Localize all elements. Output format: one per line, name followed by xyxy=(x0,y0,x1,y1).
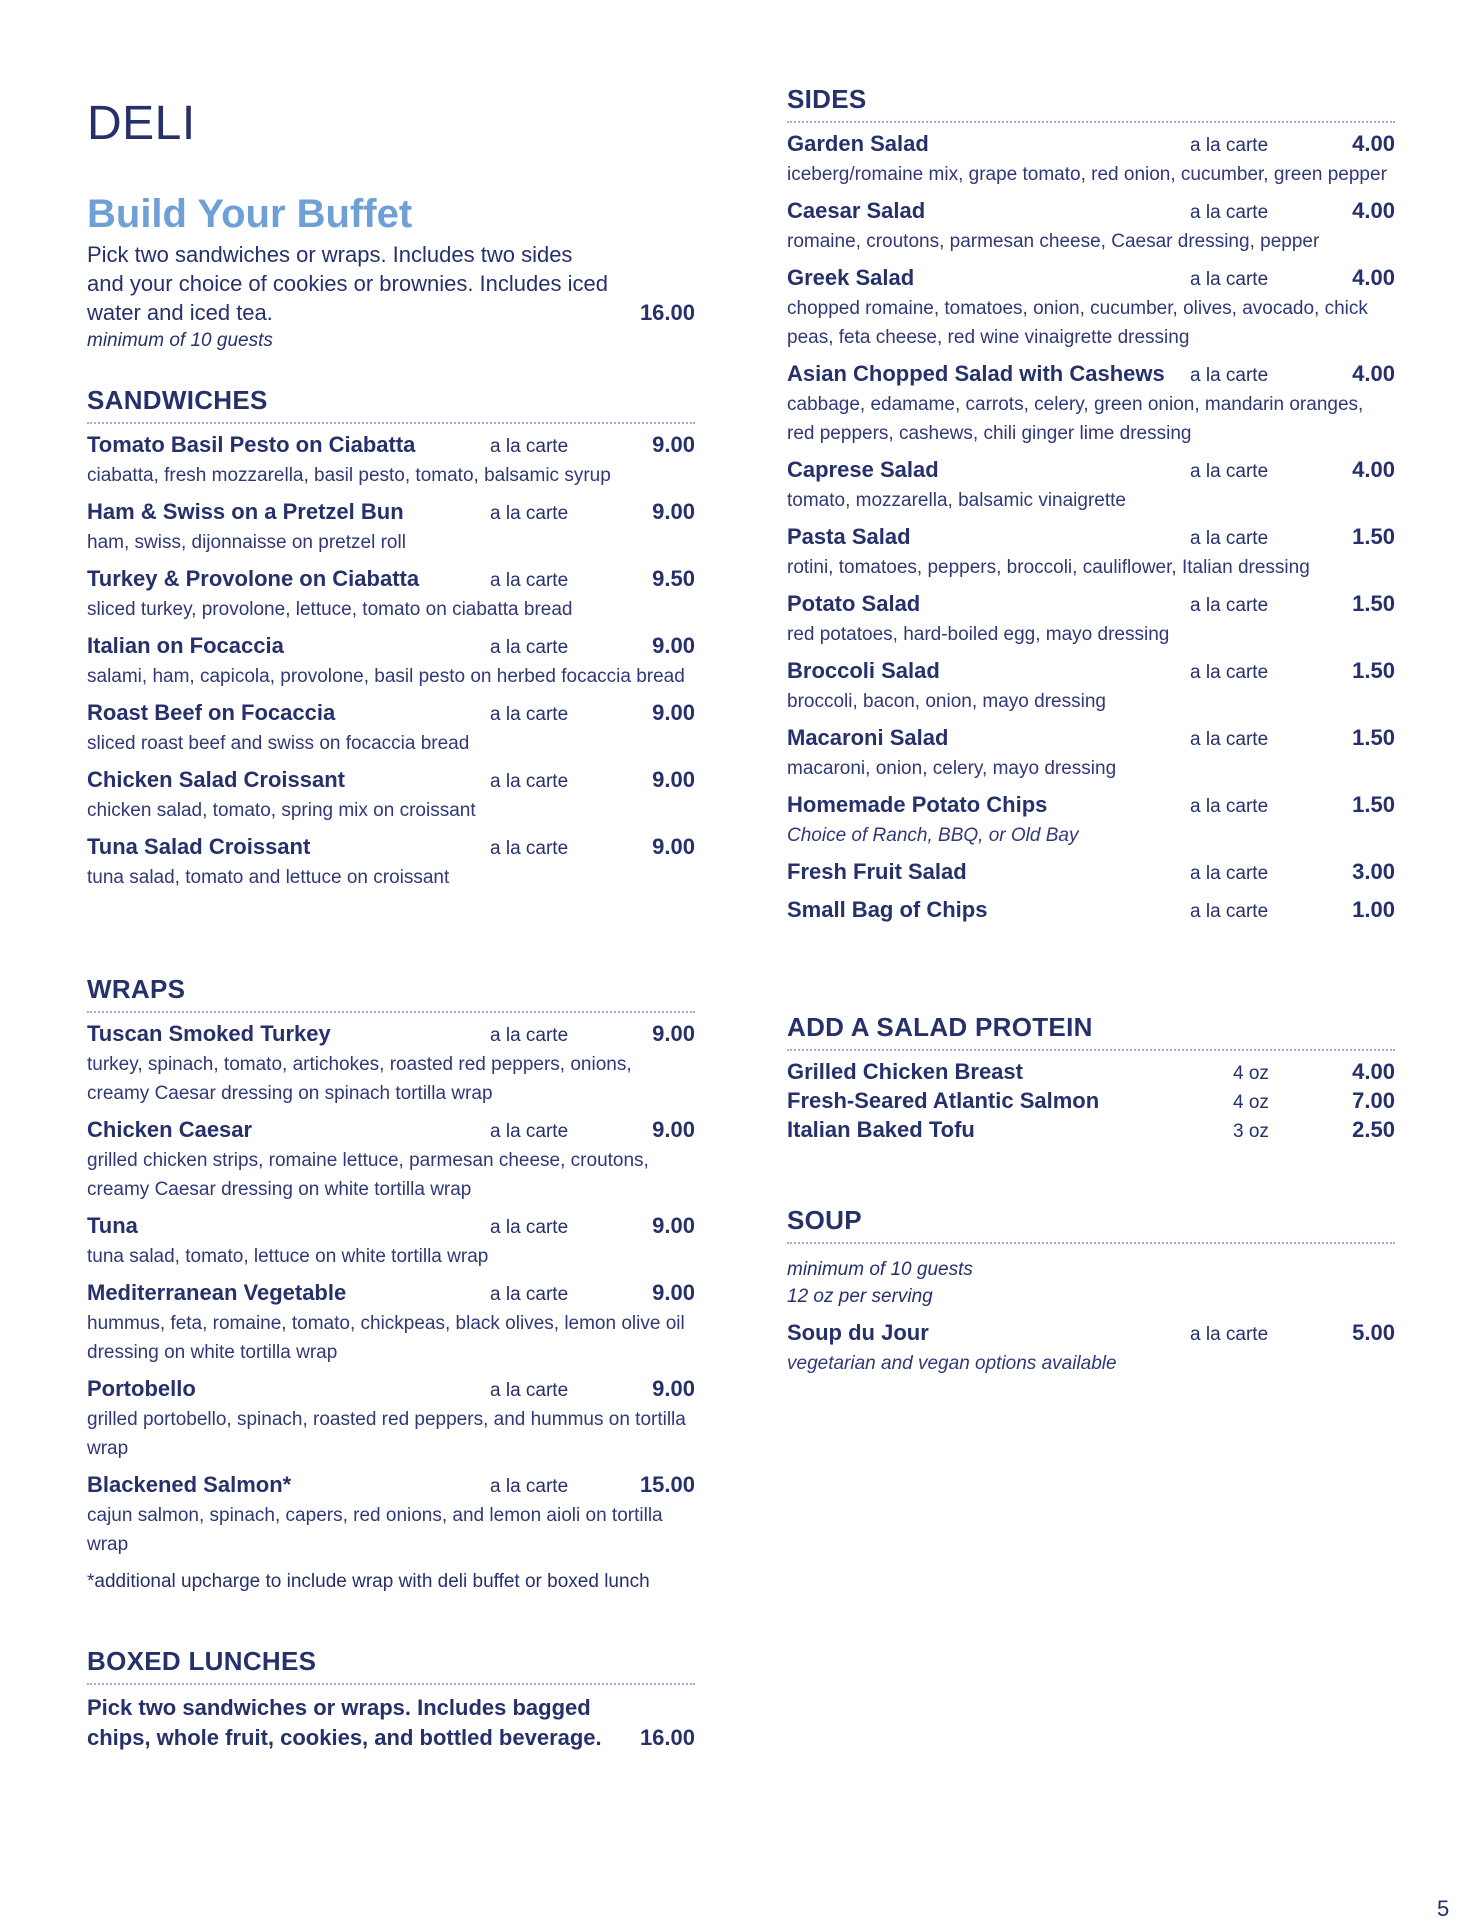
build-your-buffet xyxy=(87,190,695,354)
item-name: Pasta Salad xyxy=(787,524,911,549)
item-name: Tomato Basil Pesto on Ciabatta xyxy=(87,432,416,457)
item-price: 4.00 xyxy=(1352,1059,1395,1084)
item-description: grilled chicken strips, romaine lettuce, parmesan cheese, croutons, creamy Caesar dressing on white tortilla wrap xyxy=(87,1150,649,1200)
page-number: 5 xyxy=(1437,1896,1450,1921)
item-price: 9.00 xyxy=(652,1213,695,1238)
menu-item xyxy=(87,834,695,892)
item-tag: 4 oz xyxy=(1233,1063,1269,1084)
boxed-lunches-heading: BOXED LUNCHES xyxy=(87,1646,695,1685)
item-description: romaine, croutons, parmesan cheese, Caesar dressing, pepper xyxy=(787,231,1320,252)
item-name: Chicken Caesar xyxy=(87,1117,253,1142)
item-price: 9.00 xyxy=(652,767,695,792)
item-description: iceberg/romaine mix, grape tomato, red onion, cucumber, green pepper xyxy=(787,164,1387,185)
soup-note-minimum: minimum of 10 guests xyxy=(787,1259,973,1280)
item-price: 1.50 xyxy=(1352,658,1395,683)
item-tag: a la carte xyxy=(490,637,569,658)
menu-item xyxy=(787,859,1395,888)
boxed-price: 16.00 xyxy=(639,1725,695,1750)
item-description: turkey, spinach, tomato, artichokes, roasted red peppers, onions, creamy Caesar dressing on spinach tortilla wrap xyxy=(87,1054,632,1104)
item-name: Asian Chopped Salad with Cashews xyxy=(787,361,1165,386)
soup-section xyxy=(787,1205,1395,1387)
item-price: 15.00 xyxy=(639,1472,695,1497)
menu-item xyxy=(787,198,1395,256)
menu-item xyxy=(87,566,695,624)
wraps-footnote: *additional upcharge to include wrap with deli buffet or boxed lunch xyxy=(87,1571,650,1592)
item-tag: a la carte xyxy=(1190,1324,1269,1345)
item-name: Grilled Chicken Breast xyxy=(787,1059,1023,1084)
menu-item xyxy=(87,1213,695,1271)
item-tag: a la carte xyxy=(490,1121,569,1142)
item-description: vegetarian and vegan options available xyxy=(787,1353,1117,1374)
item-tag: a la carte xyxy=(1190,863,1269,884)
menu-item xyxy=(87,633,695,691)
item-name: Caprese Salad xyxy=(787,457,939,482)
item-name: Roast Beef on Focaccia xyxy=(87,700,336,725)
item-description: chicken salad, tomato, spring mix on croissant xyxy=(87,800,476,821)
item-description: cajun salmon, spinach, capers, red onions, and lemon aioli on tortilla wrap xyxy=(87,1505,663,1555)
sides-list xyxy=(787,131,1395,926)
item-tag: a la carte xyxy=(1190,528,1269,549)
sandwiches-heading: SANDWICHES xyxy=(87,385,695,424)
item-price: 4.00 xyxy=(1352,457,1395,482)
item-description: macaroni, onion, celery, mayo dressing xyxy=(787,758,1117,779)
protein-list xyxy=(787,1059,1395,1146)
item-description: tuna salad, tomato and lettuce on croissant xyxy=(87,867,450,888)
salad-protein-section xyxy=(787,1012,1395,1146)
item-description: ham, swiss, dijonnaisse on pretzel roll xyxy=(87,532,406,553)
item-name: Chicken Salad Croissant xyxy=(87,767,345,792)
buffet-note: minimum of 10 guests xyxy=(87,330,273,351)
wraps-heading: WRAPS xyxy=(87,974,695,1013)
menu-item xyxy=(87,1376,695,1463)
item-tag: a la carte xyxy=(1190,202,1269,223)
item-price: 1.00 xyxy=(1352,897,1395,922)
item-tag: 3 oz xyxy=(1233,1121,1269,1142)
soup-note-serving: 12 oz per serving xyxy=(787,1286,933,1307)
sandwiches-section xyxy=(87,385,695,901)
item-name: Ham & Swiss on a Pretzel Bun xyxy=(87,499,404,524)
item-description: sliced turkey, provolone, lettuce, tomato on ciabatta bread xyxy=(87,599,573,620)
item-description: red potatoes, hard-boiled egg, mayo dressing xyxy=(787,624,1170,645)
item-price: 9.00 xyxy=(652,834,695,859)
item-price: 2.50 xyxy=(1352,1117,1395,1142)
item-tag: a la carte xyxy=(490,771,569,792)
item-price: 9.00 xyxy=(652,1021,695,1046)
item-name: Soup du Jour xyxy=(787,1320,929,1345)
item-price: 7.00 xyxy=(1352,1088,1395,1113)
item-name: Small Bag of Chips xyxy=(787,897,988,922)
menu-item xyxy=(787,524,1395,582)
item-name: Broccoli Salad xyxy=(787,658,940,683)
menu-item xyxy=(87,1117,695,1204)
item-name: Garden Salad xyxy=(787,131,929,156)
buffet-description-text: Pick two sandwiches or wraps. Includes two sides and your choice of cookies or brownies. Includes iced water and iced tea. xyxy=(87,242,608,325)
item-tag: a la carte xyxy=(490,1025,569,1046)
item-tag: a la carte xyxy=(1190,662,1269,683)
menu-item xyxy=(787,658,1395,716)
menu-item xyxy=(87,432,695,490)
item-price: 1.50 xyxy=(1352,792,1395,817)
item-name: Fresh Fruit Salad xyxy=(787,859,967,884)
buffet-price: 16.00 xyxy=(639,300,695,325)
item-tag: a la carte xyxy=(490,1284,569,1305)
item-name: Portobello xyxy=(87,1376,196,1401)
item-price: 1.50 xyxy=(1352,591,1395,616)
item-description: tomato, mozzarella, balsamic vinaigrette xyxy=(787,490,1126,511)
boxed-lunches-description xyxy=(87,1693,695,1753)
menu-item xyxy=(787,457,1395,515)
item-tag: a la carte xyxy=(1190,901,1269,922)
salad-protein-heading: ADD A SALAD PROTEIN xyxy=(787,1012,1395,1051)
item-description: salami, ham, capicola, provolone, basil pesto on herbed focaccia bread xyxy=(87,666,685,687)
menu-item xyxy=(787,265,1395,352)
menu-item xyxy=(87,1472,695,1559)
item-price: 1.50 xyxy=(1352,524,1395,549)
item-tag: a la carte xyxy=(490,704,569,725)
wrap-list xyxy=(87,1021,695,1559)
item-name: Blackened Salmon* xyxy=(87,1472,292,1497)
item-price: 5.00 xyxy=(1352,1320,1395,1345)
item-tag: a la carte xyxy=(490,838,569,859)
item-price: 4.00 xyxy=(1352,198,1395,223)
item-price: 1.50 xyxy=(1352,725,1395,750)
item-price: 4.00 xyxy=(1352,265,1395,290)
item-description: ciabatta, fresh mozzarella, basil pesto, tomato, balsamic syrup xyxy=(87,465,611,486)
item-price: 9.00 xyxy=(652,432,695,457)
menu-item xyxy=(787,1059,1395,1088)
item-tag: a la carte xyxy=(1190,269,1269,290)
item-name: Mediterranean Vegetable xyxy=(87,1280,347,1305)
item-price: 3.00 xyxy=(1352,859,1395,884)
menu-item xyxy=(87,1280,695,1367)
item-price: 9.50 xyxy=(652,566,695,591)
item-name: Italian on Focaccia xyxy=(87,633,284,658)
item-name: Turkey & Provolone on Ciabatta xyxy=(87,566,420,591)
item-tag: a la carte xyxy=(1190,796,1269,817)
item-description: Choice of Ranch, BBQ, or Old Bay xyxy=(787,825,1079,846)
item-price: 9.00 xyxy=(652,1117,695,1142)
item-tag: 4 oz xyxy=(1233,1092,1269,1113)
item-tag: a la carte xyxy=(490,570,569,591)
soup-heading: SOUP xyxy=(787,1205,1395,1244)
item-tag: a la carte xyxy=(490,436,569,457)
buffet-description xyxy=(87,240,695,327)
item-name: Greek Salad xyxy=(787,265,915,290)
menu-item xyxy=(787,897,1395,926)
wraps-section xyxy=(87,974,695,1595)
item-description: rotini, tomatoes, peppers, broccoli, cauliflower, Italian dressing xyxy=(787,557,1310,578)
item-tag: a la carte xyxy=(1190,729,1269,750)
item-name: Tuna xyxy=(87,1213,138,1238)
menu-item xyxy=(787,361,1395,448)
menu-item xyxy=(787,1088,1395,1117)
sides-section xyxy=(787,84,1395,935)
item-name: Macaroni Salad xyxy=(787,725,949,750)
item-name: Homemade Potato Chips xyxy=(787,792,1048,817)
item-tag: a la carte xyxy=(490,503,569,524)
boxed-description-text: Pick two sandwiches or wraps. Includes bagged chips, whole fruit, cookies, and bottled beverage. xyxy=(87,1695,602,1750)
item-price: 9.00 xyxy=(652,633,695,658)
item-description: chopped romaine, tomatoes, onion, cucumber, olives, avocado, chick peas, feta cheese, red wine vinaigrette dressing xyxy=(787,298,1368,348)
item-price: 9.00 xyxy=(652,499,695,524)
menu-item xyxy=(87,1021,695,1108)
item-price: 9.00 xyxy=(652,1376,695,1401)
item-description: sliced roast beef and swiss on focaccia bread xyxy=(87,733,470,754)
item-price: 9.00 xyxy=(652,1280,695,1305)
menu-item xyxy=(787,1117,1395,1146)
item-price: 4.00 xyxy=(1352,131,1395,156)
menu-item xyxy=(87,767,695,825)
item-name: Potato Salad xyxy=(787,591,921,616)
item-tag: a la carte xyxy=(1190,595,1269,616)
item-tag: a la carte xyxy=(490,1476,569,1497)
item-description: tuna salad, tomato, lettuce on white tortilla wrap xyxy=(87,1246,489,1267)
menu-item xyxy=(787,131,1395,189)
item-tag: a la carte xyxy=(490,1217,569,1238)
menu-item xyxy=(87,700,695,758)
item-name: Tuna Salad Croissant xyxy=(87,834,311,859)
page-title: DELI xyxy=(87,97,196,150)
menu-item xyxy=(787,1320,1395,1378)
item-name: Tuscan Smoked Turkey xyxy=(87,1021,331,1046)
menu-item xyxy=(787,591,1395,649)
item-name: Fresh-Seared Atlantic Salmon xyxy=(787,1088,1100,1113)
buffet-title: Build Your Buffet xyxy=(87,192,413,236)
item-tag: a la carte xyxy=(490,1380,569,1401)
boxed-lunches-section xyxy=(87,1646,695,1753)
item-price: 9.00 xyxy=(652,700,695,725)
sides-heading: SIDES xyxy=(787,84,1395,123)
item-description: grilled portobello, spinach, roasted red peppers, and hummus on tortilla wrap xyxy=(87,1409,686,1459)
item-description: broccoli, bacon, onion, mayo dressing xyxy=(787,691,1106,712)
item-tag: a la carte xyxy=(1190,365,1269,386)
sandwich-list xyxy=(87,432,695,892)
item-tag: a la carte xyxy=(1190,461,1269,482)
menu-item xyxy=(87,499,695,557)
item-name: Italian Baked Tofu xyxy=(787,1117,975,1142)
item-description: cabbage, edamame, carrots, celery, green onion, mandarin oranges, red peppers, cashews, chili ginger lime dressing xyxy=(787,394,1364,444)
item-description: hummus, feta, romaine, tomato, chickpeas, black olives, lemon olive oil dressing on white tortilla wrap xyxy=(87,1313,685,1363)
menu-item xyxy=(787,792,1395,850)
item-price: 4.00 xyxy=(1352,361,1395,386)
menu-item xyxy=(787,725,1395,783)
item-name: Caesar Salad xyxy=(787,198,926,223)
item-tag: a la carte xyxy=(1190,135,1269,156)
